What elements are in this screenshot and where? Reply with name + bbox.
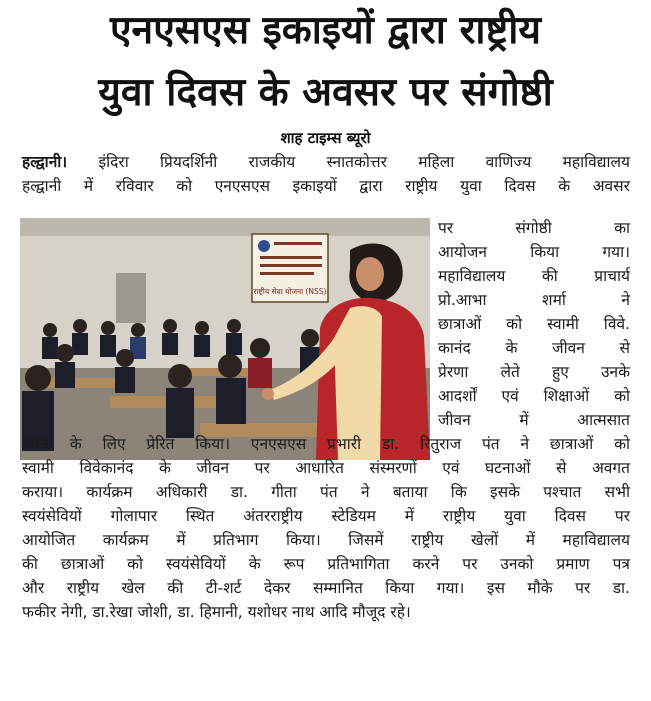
body-line: पर संगोष्ठी का xyxy=(438,219,630,237)
body-line: आयोजित कार्यक्रम में प्रतिभाग किया। जिसमें राष्ट्रीय खेलों में महाविद्यालय xyxy=(22,531,630,549)
headline-line-1: एनएसएस इकाइयों द्वारा राष्ट्रीय xyxy=(109,8,541,53)
body-line: कराया। कार्यक्रम अधिकारी डा. गीता पंत ने बताया कि इसके पश्चात सभी xyxy=(22,483,630,501)
body-line: करने के लिए प्रेरित किया। एनएसएस प्रभारी डा. रितुराज पंत ने छात्राओं को xyxy=(22,435,630,453)
body-line: प्रो.आभा शर्मा ने xyxy=(438,291,630,309)
body-line: छात्राओं को स्वामी विवे. xyxy=(438,315,630,333)
body-line: प्रेरणा लेते हुए उनके xyxy=(438,363,630,381)
body-line: और राष्ट्रीय खेल की टी-शर्ट देकर सम्मानित किया गया। इस मौके पर डा. xyxy=(22,579,630,597)
body-line: हल्द्वानी में रविवार को एनएसएस इकाइयों द्वारा राष्ट्रीय युवा दिवस के अवसर xyxy=(22,177,630,195)
banner-text: राष्ट्रीय सेवा योजना (NSS) xyxy=(253,287,327,296)
body-line: स्वयंसेवियों गोलापार स्थित अंतरराष्ट्रीय स्टेडियम में राष्ट्रीय युवा दिवस पर xyxy=(22,507,630,525)
body-line: कानंद के जीवन से xyxy=(438,339,630,357)
body-line: फकीर नेगी, डा.रेखा जोशी, डा. हिमानी, यशोधर नाथ आदि मौजूद रहे। xyxy=(22,603,411,621)
byline: शाह टाइम्स ब्यूरो xyxy=(280,129,371,147)
news-photo xyxy=(20,218,430,460)
headline-line-2: युवा दिवस के अवसर पर संगोष्ठी xyxy=(98,70,553,115)
body-text: इंदिरा प्रियदर्शिनी राजकीय स्नातकोत्तर महिला वाणिज्य महाविद्यालय xyxy=(98,153,630,171)
body-line: आयोजन किया गया। xyxy=(438,243,630,261)
body-line: आदर्शों एवं शिक्षाओं को xyxy=(438,387,630,405)
body-line: महाविद्यालय की प्राचार्य xyxy=(438,267,630,285)
body-line: की छात्राओं को स्वयंसेवियों के रूप प्रतिभागिता करने पर उनको प्रमाण पत्र xyxy=(22,555,630,573)
body-line xyxy=(22,150,630,174)
body-line: स्वामी विवेकानंद के जीवन पर आधारित संस्मरणों एवं घटनाओं से अवगत xyxy=(22,459,630,477)
dateline: हल्द्वानी। xyxy=(22,153,68,171)
body-line: जीवन में आत्मसात xyxy=(438,411,630,429)
